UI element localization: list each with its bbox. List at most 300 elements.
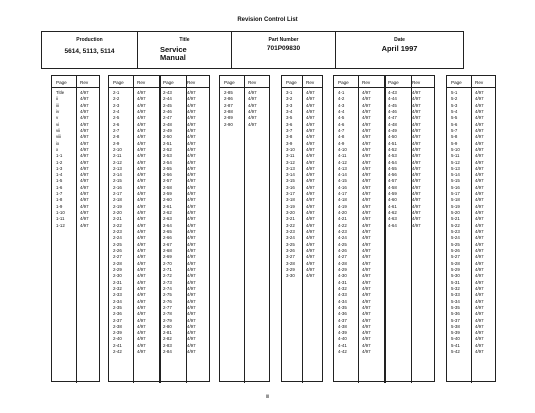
rev-cell: 4/97 (187, 285, 196, 291)
rev-cell: 4/97 (475, 279, 484, 285)
rev-cell: 4/97 (137, 134, 146, 140)
column-divider (471, 76, 472, 383)
page-cell: 2-47 (163, 115, 172, 121)
page-cell: 5-7 (451, 127, 458, 133)
rev-cell: 4/97 (475, 323, 484, 329)
rev-cell: 4/97 (80, 115, 89, 121)
rev-cell: 4/97 (187, 153, 196, 159)
rev-cell: 4/97 (475, 336, 484, 342)
page-cell: 4-30 (338, 273, 347, 279)
rev-cell: 4/97 (412, 102, 421, 108)
page-cell: 4-29 (338, 266, 347, 272)
page-cell: 5-41 (451, 342, 460, 348)
rev-cell: 4/97 (475, 248, 484, 253)
rev-cell: 4/97 (306, 229, 315, 235)
page-cell: 2-17 (113, 191, 122, 197)
rev-cell: 4/97 (187, 140, 196, 146)
page-cell: 2-86 (224, 96, 233, 102)
page-cell: 5-39 (451, 330, 460, 336)
rev-cell: 4/97 (306, 108, 315, 114)
rev-cell: 4/97 (80, 134, 89, 140)
page-cell: 5-35 (451, 304, 460, 310)
title-label: Title (179, 37, 190, 43)
part-number-value: 701P09830 (266, 45, 301, 52)
page-cell: 2-3 (113, 102, 120, 108)
rev-cell: 4/97 (412, 159, 421, 165)
page-cell: 3-7 (286, 127, 293, 133)
page-cell: 1-10 (56, 210, 65, 216)
rev-cell: 4/97 (362, 304, 371, 310)
page-cell: 2-49 (163, 127, 172, 133)
page-cell: 2-79 (163, 317, 172, 323)
rev-cell: 4/97 (137, 298, 146, 304)
rev-cell: 4/97 (137, 210, 146, 216)
rev-cell: 4/97 (412, 184, 421, 190)
date-value: April 1997 (381, 44, 418, 53)
rev-cell: 4/97 (412, 165, 421, 171)
rev-cell: 4/97 (475, 146, 484, 152)
page-cell: 2-51 (163, 140, 172, 146)
page-cell: 3-8 (286, 134, 293, 140)
production-cell (42, 32, 138, 68)
page-cell: 5-27 (451, 254, 460, 260)
rev-cell: 4/97 (475, 140, 484, 146)
page-cell: 4-39 (338, 330, 347, 336)
page-cell: 4-57 (388, 178, 397, 184)
rev-cell: 4/97 (80, 108, 89, 114)
page-cell: 2-69 (163, 254, 172, 260)
rev-cell: 4/97 (362, 273, 371, 279)
page-cell: 2-42 (113, 349, 122, 355)
page-cell: 4-61 (388, 203, 397, 209)
rev-cell: 4/97 (306, 203, 315, 209)
rev-cell: 4/97 (187, 266, 196, 272)
rev-cell: 4/97 (248, 90, 257, 95)
page-cell: 2-65 (163, 229, 172, 235)
rev-column-header: Rev (248, 80, 257, 85)
rev-cell: 4/97 (137, 279, 146, 285)
page-cell: 4-28 (338, 260, 347, 266)
page-cell: 5-6 (451, 121, 458, 127)
page-cell: 4-35 (338, 304, 347, 310)
rev-cell: 4/97 (306, 115, 315, 121)
rev-cell: 4/97 (137, 349, 146, 355)
rev-cell: 4/97 (306, 134, 315, 140)
page-cell: 5-21 (451, 216, 460, 222)
page-cell: 4-64 (388, 222, 397, 228)
rev-cell: 4/97 (187, 273, 196, 279)
rev-cell: 4/97 (137, 323, 146, 329)
rev-cell: 4/97 (475, 235, 484, 241)
page-column-header: Page (338, 80, 349, 85)
rev-cell: 4/97 (248, 102, 257, 108)
rev-cell: 4/97 (412, 121, 421, 127)
rev-cell: 4/97 (475, 260, 484, 266)
rev-cell: 4/97 (248, 96, 257, 102)
page-cell: 2-44 (163, 96, 172, 102)
page-cell: 5-12 (451, 159, 460, 165)
page-cell: 2-35 (113, 304, 122, 310)
rev-cell: 4/97 (137, 172, 146, 178)
page-cell: 5-25 (451, 241, 460, 247)
rev-cell: 4/97 (80, 210, 89, 216)
rev-cell: 4/97 (306, 165, 315, 171)
page-cell: 3-10 (286, 146, 295, 152)
revision-table (281, 75, 323, 382)
rev-cell: 4/97 (187, 90, 196, 95)
page-cell: 5-9 (451, 140, 458, 146)
rev-cell: 4/97 (412, 140, 421, 146)
page-cell: 2-23 (113, 229, 122, 235)
rev-cell: 4/97 (475, 153, 484, 159)
page-cell: 2-81 (163, 330, 172, 336)
page-cell: 4-38 (338, 323, 347, 329)
rev-cell: 4/97 (306, 121, 315, 127)
page-cell: 4-55 (388, 165, 397, 171)
page-cell: 3-20 (286, 210, 295, 216)
rev-cell: 4/97 (187, 323, 196, 329)
page-cell: 4-47 (388, 115, 397, 121)
revision-table (446, 75, 496, 382)
column-divider (76, 76, 77, 383)
title-line-1: Service (160, 45, 187, 54)
rev-cell: 4/97 (412, 197, 421, 203)
rev-cell: 4/97 (80, 197, 89, 203)
page-cell: 2-62 (163, 210, 172, 216)
page-cell: 4-56 (388, 172, 397, 178)
rev-cell: 4/97 (475, 210, 484, 216)
page-cell: 2-30 (113, 273, 122, 279)
rev-cell: 4/97 (187, 229, 196, 235)
rev-cell: 4/97 (187, 191, 196, 197)
rev-cell: 4/97 (137, 197, 146, 203)
page-cell: 2-75 (163, 292, 172, 298)
rev-cell: 4/97 (475, 197, 484, 203)
page-cell: 2-54 (163, 159, 172, 165)
page-cell: 4-60 (388, 197, 397, 203)
rev-cell: 4/97 (362, 349, 371, 355)
page-cell: 4-53 (388, 153, 397, 159)
page-cell: 4-24 (338, 235, 347, 241)
rev-cell: 4/97 (248, 121, 257, 127)
rev-cell: 4/97 (362, 229, 371, 235)
rev-cell: 4/97 (306, 248, 315, 253)
production-label: Production (76, 37, 103, 43)
page-cell: 5-16 (451, 184, 460, 190)
rev-cell: 4/97 (137, 127, 146, 133)
page-cell: 3-1 (286, 90, 293, 95)
page-cell: 1-3 (56, 165, 63, 171)
page-cell: 5-4 (451, 108, 458, 114)
page-cell: 3-16 (286, 184, 295, 190)
rev-cell: 4/97 (306, 216, 315, 222)
page-cell: 3-19 (286, 203, 295, 209)
page-cell: 4-8 (338, 134, 345, 140)
page-cell: 2-18 (113, 197, 122, 203)
rev-cell: 4/97 (137, 222, 146, 228)
rev-cell: 4/97 (137, 254, 146, 260)
page-cell: 2-37 (113, 317, 122, 323)
rev-cell: 4/97 (362, 90, 371, 95)
rev-cell: 4/97 (187, 134, 196, 140)
column-divider (159, 76, 161, 383)
rev-cell: 4/97 (187, 311, 196, 317)
rev-cell: 4/97 (362, 121, 371, 127)
page-cell: 2-46 (163, 108, 172, 114)
page-cell: 5-32 (451, 285, 460, 291)
rev-cell: 4/97 (137, 108, 146, 114)
rev-cell: 4/97 (137, 203, 146, 209)
page-cell: 3-11 (286, 153, 295, 159)
document-title: Revision Control List (237, 17, 298, 23)
page-cell: 5-37 (451, 317, 460, 323)
title-cell (138, 32, 232, 68)
page-cell: 4-11 (338, 153, 347, 159)
revision-header-table (41, 31, 464, 69)
rev-cell: 4/97 (412, 210, 421, 216)
column-divider (133, 76, 134, 383)
page-cell: 4-16 (338, 184, 347, 190)
page-cell: 4-37 (338, 317, 347, 323)
rev-cell: 4/97 (475, 317, 484, 323)
rev-cell: 4/97 (475, 115, 484, 121)
page-cell: 3-28 (286, 260, 295, 266)
page-cell: 2-88 (224, 108, 233, 114)
rev-column-header: Rev (187, 80, 196, 85)
rev-cell: 4/97 (412, 90, 421, 95)
page-cell: 2-59 (163, 191, 172, 197)
rev-cell: 4/97 (362, 311, 371, 317)
page-cell: 5-2 (451, 96, 458, 102)
page-cell: 2-25 (113, 241, 122, 247)
rev-cell: 4/97 (362, 178, 371, 184)
page-cell: 2-34 (113, 298, 122, 304)
page-cell: 5-18 (451, 197, 460, 203)
page-cell: 2-68 (163, 248, 172, 253)
rev-cell: 4/97 (306, 210, 315, 216)
page-cell: 3-30 (286, 273, 295, 279)
rev-cell: 4/97 (475, 304, 484, 310)
rev-cell: 4/97 (475, 108, 484, 114)
page-cell: 2-73 (163, 279, 172, 285)
rev-cell: 4/97 (362, 197, 371, 203)
rev-cell: 4/97 (306, 254, 315, 260)
page-cell: 2-22 (113, 222, 122, 228)
page-cell: 2-9 (113, 140, 120, 146)
rev-cell: 4/97 (80, 216, 89, 222)
page-column-header: Page (451, 80, 462, 85)
rev-cell: 4/97 (137, 121, 146, 127)
rev-cell: 4/97 (187, 115, 196, 121)
page-cell: 2-15 (113, 178, 122, 184)
rev-cell: 4/97 (137, 235, 146, 241)
rev-cell: 4/97 (306, 222, 315, 228)
page-cell: 2-72 (163, 273, 172, 279)
page-cell: 2-36 (113, 311, 122, 317)
rev-cell: 4/97 (362, 285, 371, 291)
rev-cell: 4/97 (137, 229, 146, 235)
page-cell: 2-4 (113, 108, 120, 114)
rev-cell: 4/97 (187, 304, 196, 310)
page-cell: 2-26 (113, 248, 122, 253)
page-cell: 5-23 (451, 229, 460, 235)
rev-cell: 4/97 (137, 266, 146, 272)
rev-cell: 4/97 (306, 266, 315, 272)
rev-cell: 4/97 (137, 184, 146, 190)
rev-cell: 4/97 (137, 285, 146, 291)
rev-cell: 4/97 (475, 241, 484, 247)
rev-cell: 4/97 (137, 260, 146, 266)
rev-cell: 4/97 (80, 146, 89, 152)
page-cell: 4-36 (338, 311, 347, 317)
page-cell: 1-2 (56, 159, 63, 165)
rev-cell: 4/97 (475, 298, 484, 304)
rev-cell: 4/97 (187, 349, 196, 355)
rev-cell: 4/97 (306, 184, 315, 190)
page-cell: 4-54 (388, 159, 397, 165)
rev-cell: 4/97 (187, 203, 196, 209)
rev-cell: 4/97 (80, 140, 89, 146)
rev-cell: 4/97 (80, 178, 89, 184)
page-cell: 4-52 (388, 146, 397, 152)
page-cell: 2-43 (163, 90, 172, 95)
page-cell: 2-7 (113, 127, 120, 133)
page-cell: iii (56, 102, 59, 108)
rev-cell: 4/97 (187, 222, 196, 228)
rev-cell: 4/97 (475, 191, 484, 197)
rev-cell: 4/97 (475, 203, 484, 209)
page-cell: 2-20 (113, 210, 122, 216)
rev-cell: 4/97 (412, 115, 421, 121)
rev-column-header: Rev (306, 80, 315, 85)
page-cell: 2-19 (113, 203, 122, 209)
page-cell: 2-31 (113, 279, 122, 285)
page-cell: 3-22 (286, 222, 295, 228)
rev-cell: 4/97 (475, 266, 484, 272)
page-cell: Title (56, 90, 65, 95)
page-cell: 5-14 (451, 172, 460, 178)
page-cell: 5-28 (451, 260, 460, 266)
rev-cell: 4/97 (80, 172, 89, 178)
page-cell: 3-21 (286, 216, 295, 222)
page-cell: 4-44 (388, 96, 397, 102)
rev-cell: 4/97 (362, 153, 371, 159)
rev-cell: 4/97 (475, 165, 484, 171)
rev-cell: 4/97 (306, 191, 315, 197)
rev-cell: 4/97 (306, 197, 315, 203)
page-cell: 4-43 (388, 90, 397, 95)
page-cell: 4-13 (338, 165, 347, 171)
page-cell: 2-21 (113, 216, 122, 222)
rev-cell: 4/97 (475, 330, 484, 336)
rev-cell: 4/97 (412, 153, 421, 159)
part-number-label: Part Number (268, 37, 299, 43)
page-cell: 2-14 (113, 172, 122, 178)
page-cell: 3-2 (286, 96, 293, 102)
page-cell: 5-15 (451, 178, 460, 184)
rev-cell: 4/97 (137, 330, 146, 336)
rev-cell: 4/97 (412, 96, 421, 102)
page-cell: 2-16 (113, 184, 122, 190)
page-cell: 5-1 (451, 90, 458, 95)
page-cell: 4-17 (338, 191, 347, 197)
rev-cell: 4/97 (187, 254, 196, 260)
page-cell: 4-10 (338, 146, 347, 152)
page-column-header: Page (163, 80, 174, 85)
page-cell: 2-27 (113, 254, 122, 260)
page-cell: 2-10 (113, 146, 122, 152)
page-cell: 2-64 (163, 222, 172, 228)
page-cell: 2-6 (113, 121, 120, 127)
page-cell: 2-39 (113, 330, 122, 336)
page-cell: 4-51 (388, 140, 397, 146)
page-cell: 4-50 (388, 134, 397, 140)
page-cell: 2-5 (113, 115, 120, 121)
page-cell: 5-19 (451, 203, 460, 209)
rev-cell: 4/97 (362, 266, 371, 272)
rev-cell: 4/97 (306, 172, 315, 178)
page-cell: 4-4 (338, 108, 345, 114)
rev-cell: 4/97 (137, 241, 146, 247)
rev-cell: 4/97 (187, 102, 196, 108)
rev-cell: 4/97 (306, 90, 315, 95)
rev-column-header: Rev (475, 80, 484, 85)
rev-cell: 4/97 (362, 279, 371, 285)
rev-cell: 4/97 (475, 311, 484, 317)
page-cell: 2-70 (163, 260, 172, 266)
rev-cell: 4/97 (137, 317, 146, 323)
rev-cell: 4/97 (187, 292, 196, 298)
revision-table (219, 75, 270, 382)
rev-cell: 4/97 (187, 248, 196, 253)
rev-cell: 4/97 (137, 178, 146, 184)
page-cell: 3-3 (286, 102, 293, 108)
page-cell: 4-20 (338, 210, 347, 216)
page-cell: 5-11 (451, 153, 460, 159)
page-cell: 4-63 (388, 216, 397, 222)
page-cell: 5-5 (451, 115, 458, 121)
page-cell: 4-58 (388, 184, 397, 190)
page-cell: 1-6 (56, 184, 63, 190)
rev-cell: 4/97 (362, 134, 371, 140)
page-cell: 2-55 (163, 165, 172, 171)
rev-cell: 4/97 (187, 330, 196, 336)
page-cell: 4-22 (338, 222, 347, 228)
page-column-header: Page (388, 80, 399, 85)
page-cell: 3-6 (286, 121, 293, 127)
page-cell: 1-11 (56, 216, 65, 222)
rev-cell: 4/97 (306, 127, 315, 133)
rev-cell: 4/97 (475, 184, 484, 190)
rev-cell: 4/97 (475, 159, 484, 165)
page-cell: 5-29 (451, 266, 460, 272)
page-cell: 2-77 (163, 304, 172, 310)
rev-cell: 4/97 (187, 121, 196, 127)
page-cell: 2-84 (163, 349, 172, 355)
rev-cell: 4/97 (475, 292, 484, 298)
rev-cell: 4/97 (306, 273, 315, 279)
page-column-header: Page (113, 80, 124, 85)
page-cell: 3-15 (286, 178, 295, 184)
rev-cell: 4/97 (187, 165, 196, 171)
rev-cell: 4/97 (362, 222, 371, 228)
rev-cell: 4/97 (475, 222, 484, 228)
page-cell: 4-48 (388, 121, 397, 127)
page-cell: 2-29 (113, 266, 122, 272)
rev-cell: 4/97 (187, 96, 196, 102)
rev-cell: 4/97 (475, 96, 484, 102)
page-cell: 5-3 (451, 102, 458, 108)
